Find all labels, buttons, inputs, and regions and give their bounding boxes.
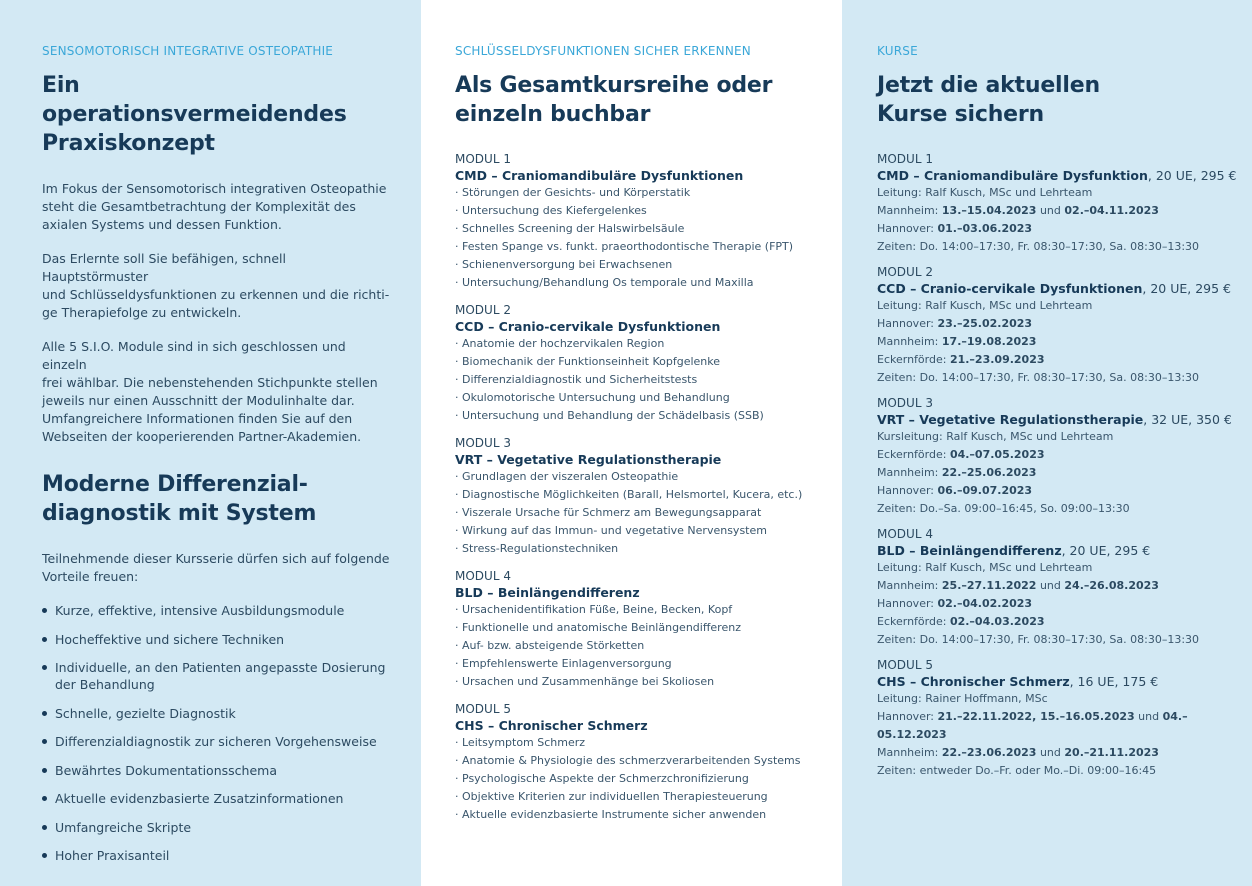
course-detail-line bbox=[877, 500, 1242, 518]
benefit-item: Hocheffektive und sichere Techniken bbox=[42, 631, 391, 648]
course-date: 22.–23.06.2023 bbox=[941, 746, 1037, 759]
course-units-price: , 20 UE, 295 € bbox=[1147, 168, 1237, 183]
course-block bbox=[877, 526, 1242, 649]
benefit-item: Individuelle, an den Patienten angepasste Dosierung der Behandlung bbox=[42, 659, 391, 693]
module-topic: · Ursachen und Zusammenhänge bei Skoliosen bbox=[455, 673, 822, 691]
course-units-price: , 16 UE, 175 € bbox=[1069, 674, 1159, 689]
course-date: 13.–15.04.2023 bbox=[941, 204, 1037, 217]
module-title: VRT – Vegetative Regulationstherapie bbox=[455, 452, 722, 467]
course-date: 24.–26.08.2023 bbox=[1064, 579, 1159, 592]
module-topic: · Viszerale Ursache für Schmerz am Bewegungsapparat bbox=[455, 504, 822, 522]
intro-paragraph-1: Im Fokus der Sensomotorisch integrativen Osteopathie steht die Gesamtbetrachtung der Komplexität des axialen Systems und dessen Funktion. bbox=[42, 181, 387, 232]
heading-line: diagnostik mit System bbox=[42, 501, 317, 526]
benefits-intro: Teilnehmende dieser Kursserie dürfen sich auf folgende Vorteile freuen: bbox=[42, 551, 390, 584]
course-block bbox=[877, 395, 1242, 518]
course-detail-line bbox=[877, 482, 1242, 500]
module-topic: · Stress-Regulationstechniken bbox=[455, 540, 822, 558]
course-detail-line bbox=[877, 202, 1242, 220]
heading-line: Jetzt die aktuellen bbox=[877, 73, 1100, 98]
intro-paragraph-2: Das Erlernte soll Sie befähigen, schnell Hauptstörmuster und Schlüsseldysfunktionen zu erkennen und die richti- ge Therapiefolge zu entwickeln. bbox=[42, 251, 390, 320]
module-topic: · Schnelles Screening der Halswirbelsäule bbox=[455, 220, 822, 238]
module-contents-list bbox=[455, 151, 822, 824]
course-module-label: MODUL 3 bbox=[877, 396, 933, 410]
module-topic: · Empfehlenswerte Einlagenversorgung bbox=[455, 655, 822, 673]
course-detail-line bbox=[877, 220, 1242, 238]
module-topic: · Diagnostische Möglichkeiten (Barall, Helsmortel, Kucera, etc.) bbox=[455, 486, 822, 504]
heading-line: Kurse sichern bbox=[877, 102, 1045, 127]
course-detail-line bbox=[877, 613, 1242, 631]
module-topic: · Untersuchung/Behandlung Os temporale und Maxilla bbox=[455, 274, 822, 292]
detail-text: Hannover: bbox=[877, 222, 938, 235]
detail-text: Mannheim: bbox=[877, 335, 942, 348]
benefit-item: Aktuelle evidenzbasierte Zusatzinformationen bbox=[42, 790, 391, 807]
module-topic: · Anatomie der hochzervikalen Region bbox=[455, 335, 822, 353]
module-topics bbox=[455, 601, 822, 691]
modules-eyebrow: SCHLÜSSELDYSFUNKTIONEN SICHER ERKENNEN bbox=[455, 44, 751, 58]
module-topic: · Leitsymptom Schmerz bbox=[455, 734, 822, 752]
benefit-item: Differenzialdiagnostik zur sicheren Vorgehensweise bbox=[42, 733, 391, 750]
module-topic: · Objektive Kriterien zur individuellen Therapiesteuerung bbox=[455, 788, 822, 806]
benefit-item: Umfangreiche Skripte bbox=[42, 819, 391, 836]
module-topics bbox=[455, 468, 822, 558]
course-module-label: MODUL 4 bbox=[877, 527, 933, 541]
detail-text: Eckernförde: bbox=[877, 615, 950, 628]
module-topic: · Schienenversorgung bei Erwachsenen bbox=[455, 256, 822, 274]
course-date: 06.–09.07.2023 bbox=[937, 484, 1033, 497]
course-date: 02.–04.03.2023 bbox=[949, 615, 1045, 628]
course-details bbox=[877, 297, 1242, 387]
benefits-list bbox=[42, 602, 391, 864]
course-title-name: CCD – Cranio-cervikale Dysfunktionen bbox=[877, 281, 1143, 296]
module-topics bbox=[455, 335, 822, 425]
course-title bbox=[877, 542, 1242, 559]
module-topic: · Störungen der Gesichts- und Körperstatik bbox=[455, 184, 822, 202]
module-block bbox=[455, 151, 822, 292]
module-block bbox=[455, 435, 822, 558]
detail-text: Kursleitung: Ralf Kusch, MSc und Lehrteam bbox=[877, 430, 1114, 443]
detail-text: und bbox=[1036, 746, 1065, 759]
detail-text: und bbox=[1036, 579, 1065, 592]
detail-text: Mannheim: bbox=[877, 204, 942, 217]
course-detail-line bbox=[877, 595, 1242, 613]
course-details bbox=[877, 184, 1242, 256]
module-label: MODUL 3 bbox=[455, 436, 511, 450]
module-block bbox=[455, 568, 822, 691]
course-detail-line bbox=[877, 690, 1242, 708]
course-date: 21.–23.09.2023 bbox=[949, 353, 1045, 366]
course-date: 04.–07.05.2023 bbox=[949, 448, 1045, 461]
detail-text: Zeiten: entweder Do.–Fr. oder Mo.–Di. 09:00–16:45 bbox=[877, 764, 1157, 777]
course-detail-line bbox=[877, 446, 1242, 464]
heading-line: Ein operationsvermeidendes bbox=[42, 73, 347, 127]
course-block bbox=[877, 657, 1242, 780]
module-block bbox=[455, 302, 822, 425]
detail-text: Leitung: Ralf Kusch, MSc und Lehrteam bbox=[877, 186, 1093, 199]
course-detail-line bbox=[877, 577, 1242, 595]
course-units-price: , 32 UE, 350 € bbox=[1143, 412, 1232, 427]
module-topic: · Differenzialdiagnostik und Sicherheitstests bbox=[455, 371, 822, 389]
course-block bbox=[877, 151, 1242, 256]
heading-line: einzeln buchbar bbox=[455, 102, 651, 127]
module-block bbox=[455, 701, 822, 824]
course-module-label: MODUL 2 bbox=[877, 265, 933, 279]
course-date: 02.–04.02.2023 bbox=[937, 597, 1033, 610]
course-detail-line bbox=[877, 184, 1242, 202]
detail-text: Leitung: Ralf Kusch, MSc und Lehrteam bbox=[877, 299, 1093, 312]
course-units-price: , 20 UE, 295 € bbox=[1061, 543, 1151, 558]
course-date: 20.–21.11.2023 bbox=[1064, 746, 1159, 759]
course-detail-line bbox=[877, 464, 1242, 482]
detail-text: Hannover: bbox=[877, 710, 938, 723]
courses-column bbox=[842, 0, 1252, 886]
course-date: 25.–27.11.2022 bbox=[941, 579, 1037, 592]
module-topic: · Funktionelle und anatomische Beinlängendifferenz bbox=[455, 619, 822, 637]
course-date: 02.–04.11.2023 bbox=[1064, 204, 1159, 217]
module-title: CHS – Chronischer Schmerz bbox=[455, 718, 648, 733]
course-date: 17.–19.08.2023 bbox=[941, 335, 1037, 348]
modules-heading bbox=[455, 71, 822, 129]
course-detail-line bbox=[877, 238, 1242, 256]
course-detail-line bbox=[877, 333, 1242, 351]
modules-column bbox=[421, 0, 842, 886]
benefit-item: Hoher Praxisanteil bbox=[42, 847, 391, 864]
module-topic: · Okulomotorische Untersuchung und Behandlung bbox=[455, 389, 822, 407]
course-title bbox=[877, 167, 1242, 184]
module-title: CMD – Craniomandibuläre Dysfunktionen bbox=[455, 168, 744, 183]
course-detail-line bbox=[877, 631, 1242, 649]
intro-paragraph-3: Alle 5 S.I.O. Module sind in sich geschlossen und einzeln frei wählbar. Die nebenstehenden Stichpunkte stellen jeweils nur einen Ausschnitt der Modulinhalte dar. Umfangreichere Informationen finden Sie auf den Webseiten der kooperierenden Partner-Akademien. bbox=[42, 339, 378, 444]
detail-text: Zeiten: Do. 14:00–17:30, Fr. 08:30–17:30, Sa. 08:30–13:30 bbox=[877, 240, 1200, 253]
intro-heading bbox=[42, 71, 391, 158]
courses-heading bbox=[877, 71, 1242, 129]
detail-text: und bbox=[1036, 204, 1065, 217]
detail-text: Mannheim: bbox=[877, 746, 942, 759]
course-module-label: MODUL 5 bbox=[877, 658, 933, 672]
module-topic: · Anatomie & Physiologie des schmerzverarbeitenden Systems bbox=[455, 752, 822, 770]
module-topic: · Untersuchung des Kiefergelenkes bbox=[455, 202, 822, 220]
detail-text: Hannover: bbox=[877, 597, 938, 610]
course-date: 23.–25.02.2023 bbox=[937, 317, 1033, 330]
courses-eyebrow: KURSE bbox=[877, 44, 918, 58]
module-topic: · Psychologische Aspekte der Schmerzchronifizierung bbox=[455, 770, 822, 788]
module-topic: · Biomechanik der Funktionseinheit Kopfgelenke bbox=[455, 353, 822, 371]
module-title: BLD – Beinlängendifferenz bbox=[455, 585, 640, 600]
course-title-name: VRT – Vegetative Regulationstherapie bbox=[877, 412, 1144, 427]
course-units-price: , 20 UE, 295 € bbox=[1142, 281, 1232, 296]
detail-text: Hannover: bbox=[877, 317, 938, 330]
module-title: CCD – Cranio-cervikale Dysfunktionen bbox=[455, 319, 721, 334]
module-topic: · Untersuchung und Behandlung der Schädelbasis (SSB) bbox=[455, 407, 822, 425]
course-date: 01.–03.06.2023 bbox=[937, 222, 1033, 235]
course-details bbox=[877, 690, 1242, 780]
detail-text: Zeiten: Do.–Sa. 09:00–16:45, So. 09:00–13:30 bbox=[877, 502, 1130, 515]
module-topics bbox=[455, 734, 822, 824]
module-label: MODUL 5 bbox=[455, 702, 511, 716]
course-detail-line bbox=[877, 559, 1242, 577]
module-label: MODUL 2 bbox=[455, 303, 511, 317]
detail-text: Zeiten: Do. 14:00–17:30, Fr. 08:30–17:30, Sa. 08:30–13:30 bbox=[877, 633, 1200, 646]
course-block bbox=[877, 264, 1242, 387]
heading-line: Moderne Differenzial- bbox=[42, 472, 308, 497]
detail-text: Eckernförde: bbox=[877, 353, 950, 366]
module-topic: · Grundlagen der viszeralen Osteopathie bbox=[455, 468, 822, 486]
course-date: 22.–25.06.2023 bbox=[941, 466, 1037, 479]
course-detail-line bbox=[877, 744, 1242, 762]
module-topics bbox=[455, 184, 822, 292]
course-detail-line bbox=[877, 428, 1242, 446]
course-title bbox=[877, 411, 1242, 428]
benefit-item: Bewährtes Dokumentationsschema bbox=[42, 762, 391, 779]
module-topic: · Ursachenidentifikation Füße, Beine, Becken, Kopf bbox=[455, 601, 822, 619]
detail-text: Mannheim: bbox=[877, 466, 942, 479]
course-detail-line bbox=[877, 351, 1242, 369]
heading-line: Praxiskonzept bbox=[42, 131, 215, 156]
benefit-item: Schnelle, gezielte Diagnostik bbox=[42, 705, 391, 722]
detail-text: Hannover: bbox=[877, 484, 938, 497]
detail-text: Leitung: Rainer Hoffmann, MSc bbox=[877, 692, 1048, 705]
course-details bbox=[877, 428, 1242, 518]
course-title-name: BLD – Beinlängendifferenz bbox=[877, 543, 1062, 558]
course-title bbox=[877, 673, 1242, 690]
course-details bbox=[877, 559, 1242, 649]
detail-text: Mannheim: bbox=[877, 579, 942, 592]
course-title bbox=[877, 280, 1242, 297]
course-title-name: CHS – Chronischer Schmerz bbox=[877, 674, 1070, 689]
course-detail-line bbox=[877, 297, 1242, 315]
module-topic: · Aktuelle evidenzbasierte Instrumente sicher anwenden bbox=[455, 806, 822, 824]
course-detail-line bbox=[877, 315, 1242, 333]
intro-column bbox=[0, 0, 421, 886]
course-date: 21.–22.11.2022, 15.–16.05.2023 bbox=[937, 710, 1135, 723]
intro-eyebrow: SENSOMOTORISCH INTEGRATIVE OSTEOPATHIE bbox=[42, 44, 334, 58]
module-topic: · Wirkung auf das Immun- und vegetative Nervensystem bbox=[455, 522, 822, 540]
diagnostics-heading bbox=[42, 470, 391, 528]
module-topic: · Festen Spange vs. funkt. praeorthodontische Therapie (FPT) bbox=[455, 238, 822, 256]
detail-text: Eckernförde: bbox=[877, 448, 950, 461]
course-dates-list bbox=[877, 151, 1242, 780]
module-label: MODUL 4 bbox=[455, 569, 511, 583]
course-date: 04.–05.12.2023 bbox=[877, 710, 1188, 741]
benefit-item: Kurze, effektive, intensive Ausbildungsmodule bbox=[42, 602, 391, 619]
course-title-name: CMD – Craniomandibuläre Dysfunktion bbox=[877, 168, 1148, 183]
detail-text: und bbox=[1134, 710, 1163, 723]
course-module-label: MODUL 1 bbox=[877, 152, 933, 166]
module-label: MODUL 1 bbox=[455, 152, 511, 166]
course-detail-line bbox=[877, 369, 1242, 387]
detail-text: Leitung: Ralf Kusch, MSc und Lehrteam bbox=[877, 561, 1093, 574]
heading-line: Als Gesamtkursreihe oder bbox=[455, 73, 773, 98]
course-detail-line bbox=[877, 762, 1242, 780]
module-topic: · Auf- bzw. absteigende Störketten bbox=[455, 637, 822, 655]
course-detail-line bbox=[877, 708, 1242, 744]
detail-text: Zeiten: Do. 14:00–17:30, Fr. 08:30–17:30, Sa. 08:30–13:30 bbox=[877, 371, 1200, 384]
